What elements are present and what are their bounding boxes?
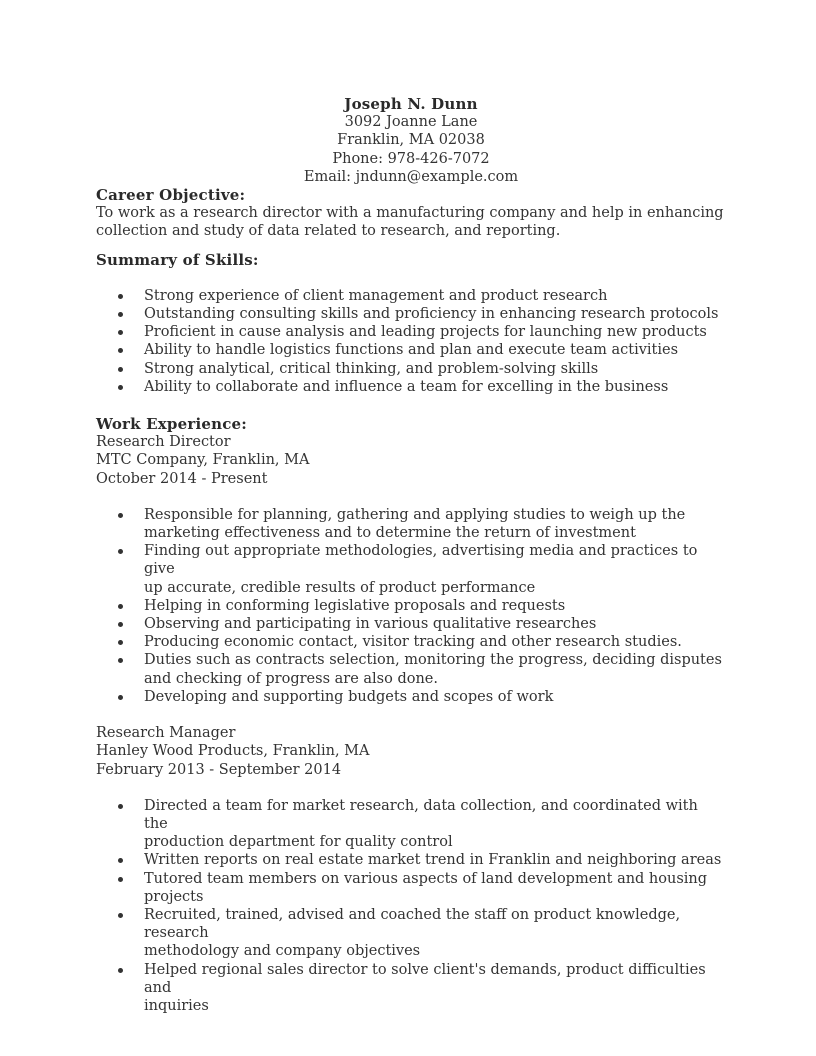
duty-line: Helped regional sales director to solve client's demands, product difficulties and xyxy=(144,961,706,996)
duty-line: Recruited, trained, advised and coached the staff on product knowledge, research xyxy=(144,906,681,942)
job-dates: October 2014 - Present xyxy=(96,470,268,487)
duty-line: Producing economic contact, visitor tracking and other research studies. xyxy=(144,634,682,651)
bullet-icon xyxy=(118,658,123,663)
list-item xyxy=(96,597,726,615)
job-role: Research Director xyxy=(96,434,231,451)
skill-text: Strong analytical, critical thinking, and problem-solving skills xyxy=(144,360,599,377)
duty-line: inquiries xyxy=(144,997,209,1014)
job-company: MTC Company, Franklin, MA xyxy=(96,452,310,469)
objective-line: collection and study of data related to research, and reporting. xyxy=(96,223,561,240)
list-item xyxy=(96,506,726,542)
bullet-icon xyxy=(118,695,123,700)
bullet-icon xyxy=(118,858,123,863)
skill-text: Ability to collaborate and influence a team for excelling in the business xyxy=(144,378,669,395)
list-item xyxy=(96,870,726,906)
bullet-icon xyxy=(118,804,123,809)
career-objective-text xyxy=(96,204,726,240)
job-duties-list xyxy=(96,506,726,706)
duty-line: up accurate, credible results of product performance xyxy=(144,579,536,596)
bullet-icon xyxy=(118,968,123,973)
bullet-icon xyxy=(118,549,123,554)
duty-line: Developing and supporting budgets and scopes of work xyxy=(144,688,554,705)
duty-line: Written reports on real estate market trend in Franklin and neighboring areas xyxy=(144,852,722,869)
city-state-zip: Franklin, MA 02038 xyxy=(337,132,485,149)
job-role: Research Manager xyxy=(96,725,236,742)
bullet-icon xyxy=(118,367,123,372)
bullet-icon xyxy=(118,913,123,918)
bullet-icon xyxy=(118,877,123,882)
duty-line: Finding out appropriate methodologies, advertising media and practices to give xyxy=(144,543,698,578)
skill-text: Strong experience of client management and product research xyxy=(144,287,608,304)
job-dates: February 2013 - September 2014 xyxy=(96,761,342,778)
list-item xyxy=(96,378,726,396)
contact-header xyxy=(96,95,726,186)
list-item xyxy=(96,797,726,852)
list-item xyxy=(96,688,726,706)
duty-line: Directed a team for market research, data collection, and coordinated with the xyxy=(144,797,698,832)
duty-line: Duties such as contracts selection, monitoring the progress, deciding disputes xyxy=(144,652,722,669)
duty-line: marketing effectiveness and to determine the return of investment xyxy=(144,525,636,542)
duty-line: methodology and company objectives xyxy=(144,943,421,960)
list-item xyxy=(96,633,726,651)
bullet-icon xyxy=(118,294,123,299)
list-item xyxy=(96,305,726,323)
duty-line: Tutored team members on various aspects of land development and housing xyxy=(144,870,708,887)
duty-line: and checking of progress are also done. xyxy=(144,670,438,687)
resume-document xyxy=(96,95,726,1015)
duty-line: Responsible for planning, gathering and applying studies to weigh up the xyxy=(144,506,686,523)
bullet-icon xyxy=(118,330,123,335)
job-entry-research-manager xyxy=(96,724,726,1015)
street-address: 3092 Joanne Lane xyxy=(344,114,478,131)
list-item xyxy=(96,341,726,359)
list-item xyxy=(96,961,726,1016)
job-duties-list xyxy=(96,797,726,1015)
bullet-icon xyxy=(118,385,123,390)
list-item xyxy=(96,287,726,305)
phone-number: Phone: 978-426-7072 xyxy=(332,150,490,167)
bullet-icon xyxy=(118,312,123,317)
list-item xyxy=(96,615,726,633)
bullet-icon xyxy=(118,622,123,627)
duty-line: Helping in conforming legislative proposals and requests xyxy=(144,597,566,614)
list-item xyxy=(96,360,726,378)
duty-line: projects xyxy=(144,888,204,905)
work-experience-heading: Work Experience: xyxy=(96,415,248,434)
bullet-icon xyxy=(118,348,123,353)
skills-list xyxy=(96,287,726,396)
list-item xyxy=(96,323,726,341)
job-company: Hanley Wood Products, Franklin, MA xyxy=(96,743,370,760)
career-objective-heading: Career Objective: xyxy=(96,186,246,205)
skills-heading: Summary of Skills: xyxy=(96,250,259,269)
list-item xyxy=(96,851,726,869)
duty-line: Observing and participating in various qualitative researches xyxy=(144,616,597,633)
list-item xyxy=(96,651,726,687)
applicant-name: Joseph N. Dunn xyxy=(344,95,478,113)
objective-line: To work as a research director with a manufacturing company and help in enhancing xyxy=(96,205,724,222)
email-address: Email: jndunn@example.com xyxy=(303,168,519,185)
duty-line: production department for quality control xyxy=(144,834,453,851)
list-item xyxy=(96,906,726,961)
job-entry-research-director xyxy=(96,433,726,706)
bullet-icon xyxy=(118,640,123,645)
list-item xyxy=(96,542,726,597)
skill-text: Proficient in cause analysis and leading projects for launching new products xyxy=(144,324,707,341)
skill-text: Ability to handle logistics functions and plan and execute team activities xyxy=(144,342,679,359)
bullet-icon xyxy=(118,513,123,518)
skill-text: Outstanding consulting skills and proficiency in enhancing research protocols xyxy=(144,306,719,323)
bullet-icon xyxy=(118,604,123,609)
